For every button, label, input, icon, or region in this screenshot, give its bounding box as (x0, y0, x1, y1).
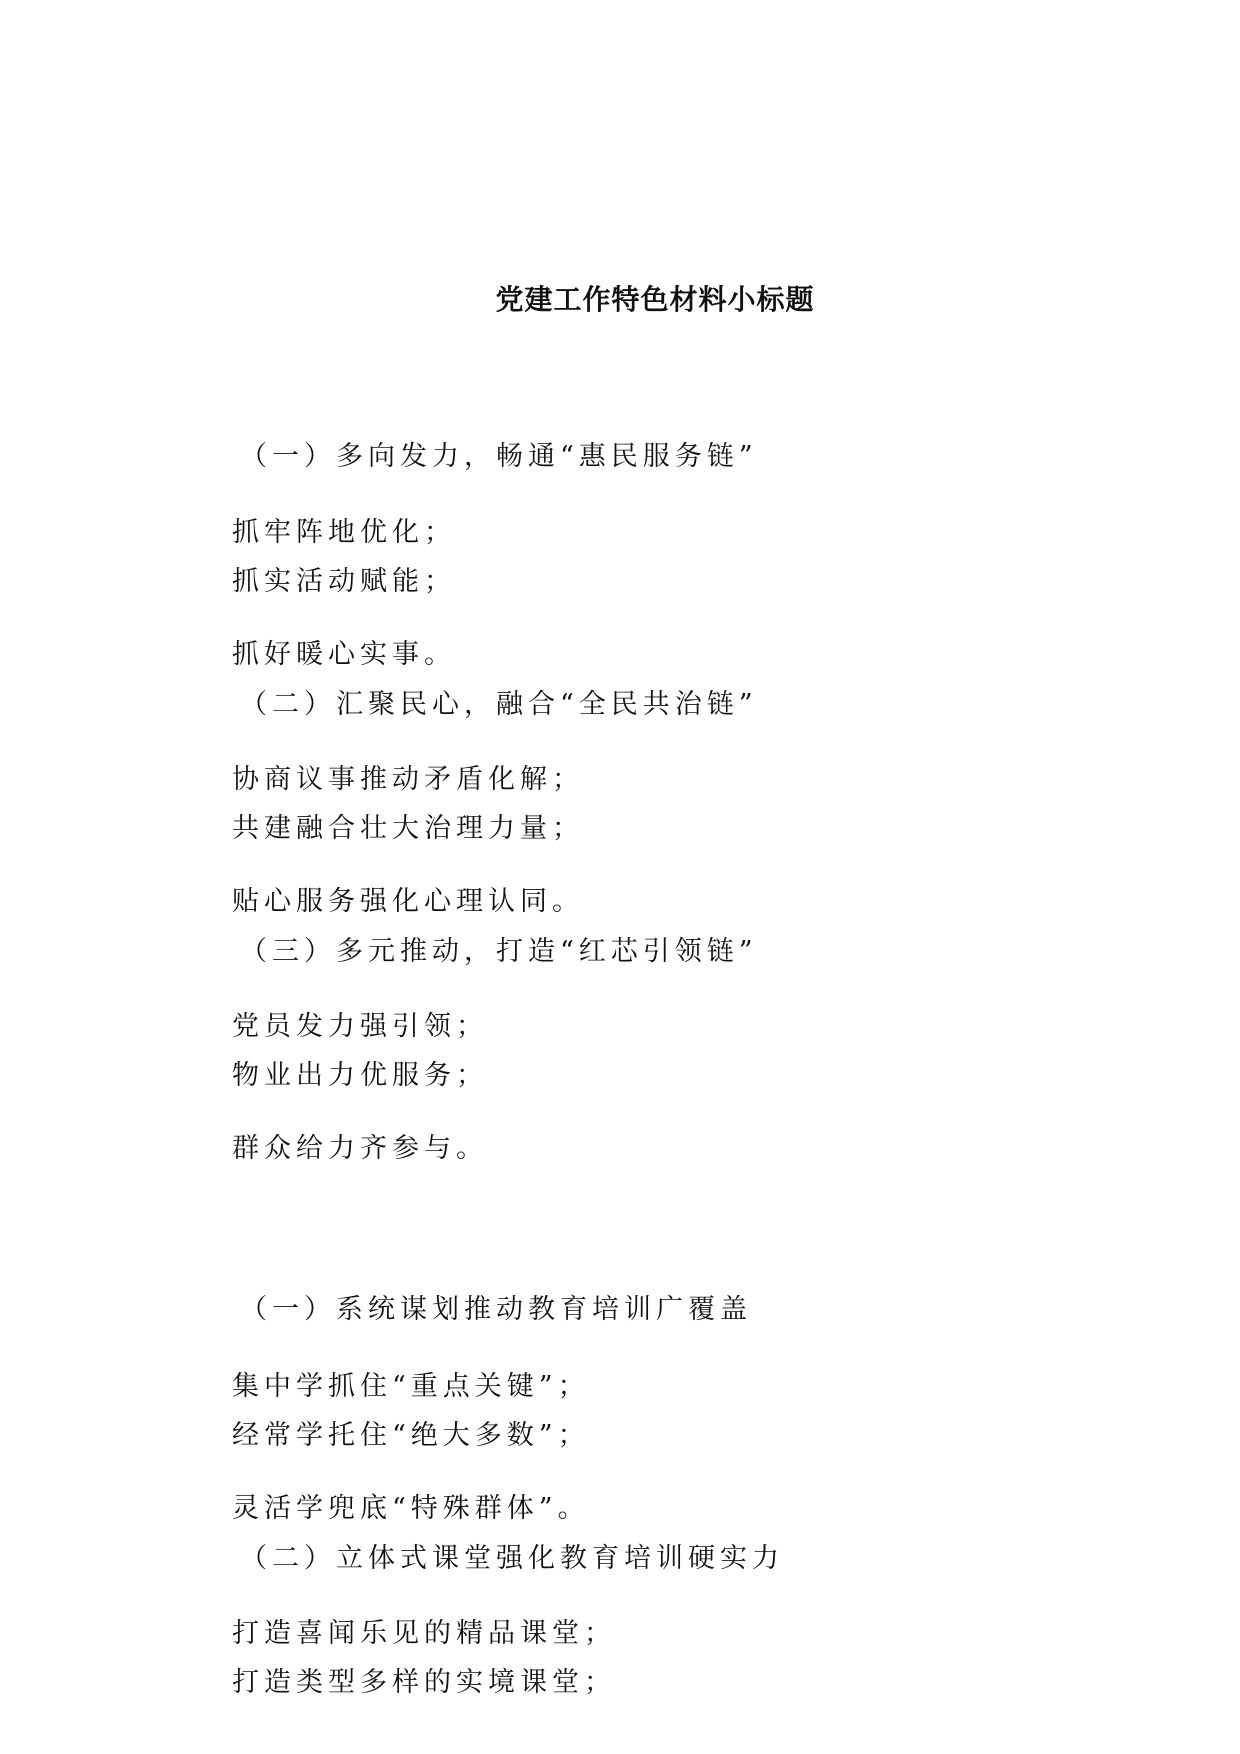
list-item: 打造类型多样的实境课堂； (232, 1667, 616, 1698)
list-item: 经常学托住“绝大多数”； (232, 1420, 590, 1451)
list-item: 灵活学兜底“特殊群体”。 (232, 1493, 590, 1524)
list-item: 党员发力强引领； (232, 1011, 488, 1042)
list-item: 贴心服务强化心理认同。 (232, 886, 584, 917)
section-heading: （一）多向发力，畅通“惠民服务链” (240, 441, 758, 472)
section-heading: （二）汇聚民心，融合“全民共治链” (240, 689, 758, 720)
list-item: 抓好暖心实事。 (232, 639, 456, 670)
section-heading: （一）系统谋划推动教育培训广覆盖 (240, 1294, 752, 1325)
list-item: 打造喜闻乐见的精品课堂； (232, 1618, 616, 1649)
section-heading: （二）立体式课堂强化教育培训硬实力 (240, 1543, 784, 1574)
list-item: 群众给力齐参与。 (232, 1133, 488, 1164)
section-heading: （三）多元推动，打造“红芯引领链” (240, 936, 758, 967)
list-item: 抓实活动赋能； (232, 566, 456, 597)
list-item: 共建融合壮大治理力量； (232, 813, 584, 844)
list-item: 抓牢阵地优化； (232, 517, 456, 548)
document-title: 党建工作特色材料小标题 (495, 283, 815, 316)
list-item: 物业出力优服务； (232, 1060, 488, 1091)
list-item: 集中学抓住“重点关键”； (232, 1371, 590, 1402)
list-item: 协商议事推动矛盾化解； (232, 764, 584, 795)
